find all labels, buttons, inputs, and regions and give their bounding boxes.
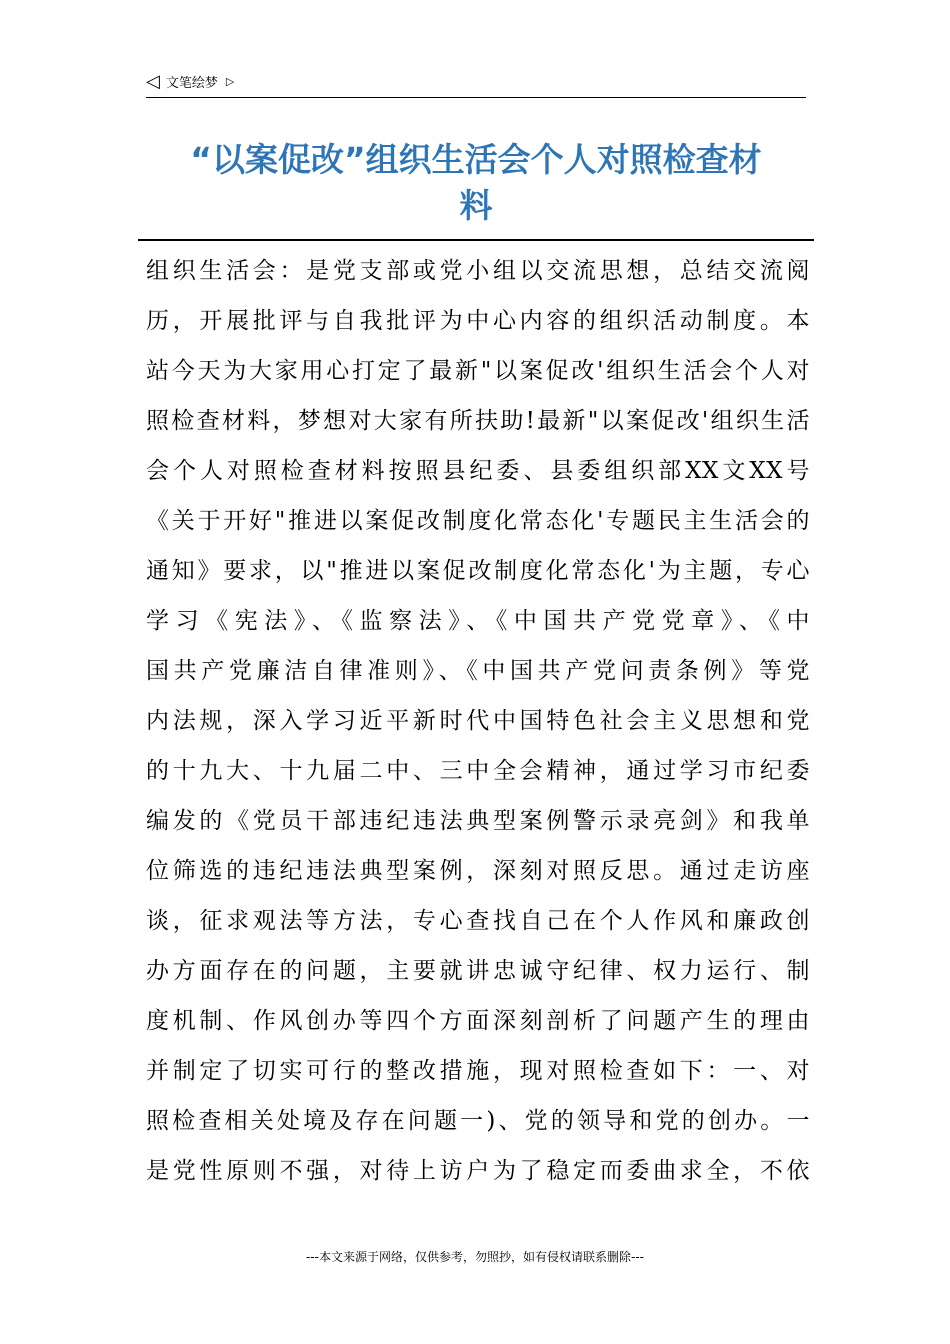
header-divider (146, 97, 806, 98)
body-line: 谈，征求观法等方法，专心查找自己在个人作风和廉政创 (146, 908, 810, 934)
footer-notice: ---本文来源于网络，仅供参考，勿照抄，如有侵权请联系删除--- (306, 1250, 644, 1264)
body-line: 内法规，深入学习近平新时代中国特色社会主义思想和党 (146, 708, 810, 734)
body-line: 位筛选的违纪违法典型案例，深刻对照反思。通过走访座 (146, 858, 810, 884)
page-header (146, 72, 234, 91)
body-line: 国共产党廉洁自律准则》、《中国共产党问责条例》等党 (146, 658, 810, 684)
body-line: 《关于开好"推进以案促改制度化常态化'专题民主生活会的 (146, 508, 810, 534)
body-line: 编发的《党员干部违纪违法典型案例警示录亮剑》和我单 (146, 808, 810, 834)
triangle-right-icon: ▷ (225, 75, 235, 88)
body-line: 组织生活会：是党支部或党小组以交流思想，总结交流阅 (146, 258, 810, 284)
body-line: 并制定了切实可行的整改措施，现对照检查如下：一、对 (146, 1058, 810, 1084)
body-line: 照检查材料，梦想对大家有所扶助!最新"以案促改'组织生活 (146, 408, 810, 434)
body-line: 是党性原则不强，对待上访户为了稳定而委曲求全，不依 (146, 1158, 810, 1184)
triangle-left-icon: ◁ (146, 70, 160, 92)
body-line: 站今天为大家用心打定了最新"以案促改'组织生活会个人对 (146, 358, 810, 384)
document-body (146, 246, 810, 1196)
body-line: 度机制、作风创办等四个方面深刻剖析了问题产生的理由 (146, 1008, 810, 1034)
title-line-2: 料 (459, 186, 493, 225)
body-line: 照检查相关处境及存在问题一)、党的领导和党的创办。一 (146, 1108, 810, 1134)
body-line: 会个人对照检查材料按照县纪委、县委组织部XX文XX号 (146, 458, 810, 484)
body-line: 办方面存在的问题，主要就讲忠诚守纪律、权力运行、制 (146, 958, 810, 984)
body-line: 通知》要求，以"推进以案促改制度化常态化'为主题，专心 (146, 558, 810, 584)
body-line: 的十九大、十九届二中、三中全会精神，通过学习市纪委 (146, 758, 810, 784)
body-line: 学习《宪法》、《监察法》、《中国共产党党章》、《中 (146, 608, 810, 634)
document-title (140, 137, 812, 229)
body-line: 历，开展批评与自我批评为中心内容的组织活动制度。本 (146, 308, 810, 334)
source-label: 文笔绘梦 (165, 76, 218, 91)
title-line-1: “以案促改”组织生活会个人对照检查材 (190, 140, 762, 179)
title-divider (138, 239, 814, 241)
